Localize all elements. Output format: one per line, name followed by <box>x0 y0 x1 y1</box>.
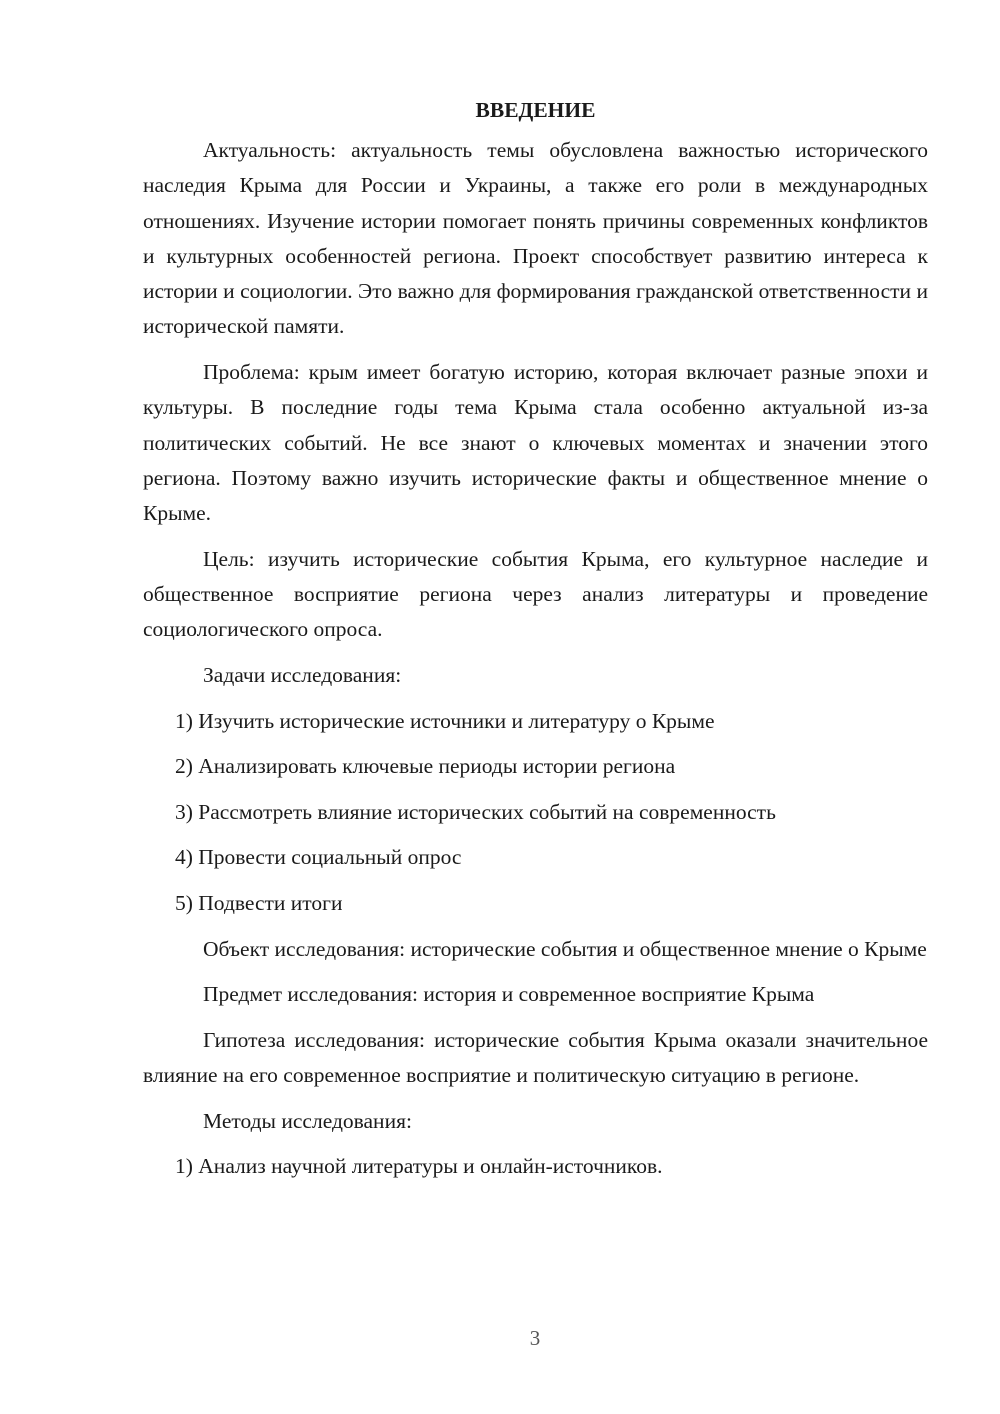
page-title: ВВЕДЕНИЕ <box>475 98 596 122</box>
subject-paragraph: Предмет исследования: история и современное восприятие Крыма <box>203 982 815 1007</box>
document-page <box>143 92 928 1195</box>
hypothesis-paragraph: Гипотеза исследования: исторические события Крыма оказали значительное влияние на его современное восприятие и политическую ситуацию в регионе. <box>143 1027 928 1088</box>
task-item-5: 5) Подвести итоги <box>175 891 343 916</box>
tasks-heading: Задачи исследования: <box>203 663 402 688</box>
goal-paragraph: Цель: изучить исторические события Крыма, его культурное наследие и общественное восприятие региона через анализ литературы и проведение социологического опроса. <box>143 546 928 642</box>
task-item-3: 3) Рассмотреть влияние исторических событий на современность <box>175 799 776 824</box>
relevance-paragraph: Актуальность: актуальность темы обусловлена важностью исторического наследия Крыма для России и Украины, а также его роли в международных отношениях. Изучение истории помогает понять причины современных конфликтов и культурных особенностей региона. Проект способствует развитию интереса к истории и социологии. Это важно для формирования гражданской ответственности и исторической памяти. <box>143 138 928 339</box>
object-paragraph: Объект исследования: исторические события и общественное мнение о Крыме <box>203 936 927 961</box>
task-item-1: 1) Изучить исторические источники и литературу о Крыме <box>175 708 715 733</box>
task-item-4: 4) Провести социальный опрос <box>175 845 462 870</box>
task-item-2: 2) Анализировать ключевые периоды истории региона <box>175 754 676 779</box>
page-number: 3 <box>529 1326 541 1350</box>
problem-paragraph: Проблема: крым имеет богатую историю, которая включает разные эпохи и культуры. В последние годы тема Крыма стала особенно актуальной из-за политических событий. Не все знают о ключевых моментах и значении этого региона. Поэтому важно изучить исторические факты и общественное мнение о Крыме. <box>143 360 928 526</box>
method-item-1: 1) Анализ научной литературы и онлайн-источников. <box>175 1154 663 1179</box>
methods-heading: Методы исследования: <box>203 1108 412 1133</box>
